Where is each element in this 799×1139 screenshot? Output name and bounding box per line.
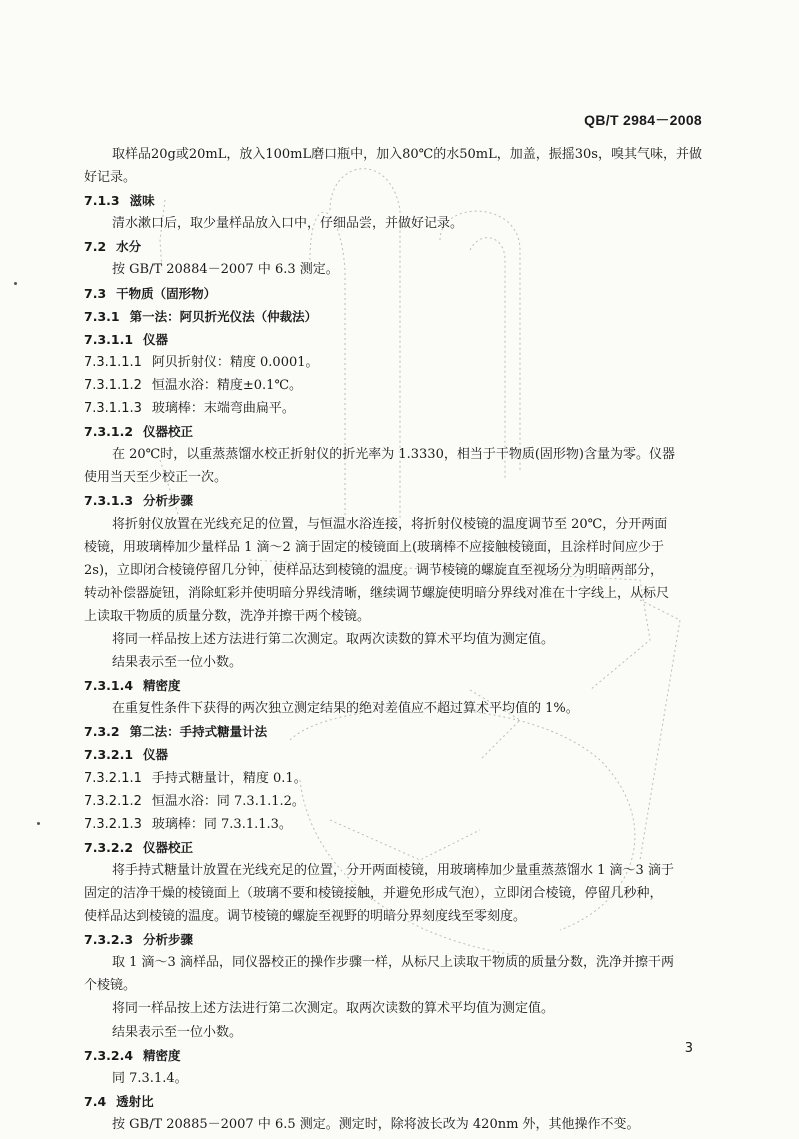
paragraph-line: 使样品达到棱镜的温度。调节棱镜的螺旋至视野的明暗分界刻度线至零刻度。	[84, 909, 527, 925]
section-number: 7.3.1.4	[84, 678, 134, 694]
section-heading	[84, 285, 714, 303]
section-text: 仪器校正	[143, 839, 194, 855]
section-number: 7.3.2.1.2	[84, 793, 142, 809]
section-text: 阿贝折射仪：精度 0.0001。	[151, 354, 319, 370]
paragraph-line: 结果表示至一位小数。	[112, 655, 243, 671]
paragraph-line: 结果表示至一位小数。	[112, 1024, 243, 1040]
spec-item	[84, 770, 714, 788]
scan-dot	[14, 282, 17, 285]
section-number: 7.3.1.1	[84, 331, 134, 347]
spec-item	[84, 400, 714, 418]
paragraph-line: 同 7.3.1.4。	[112, 1070, 188, 1086]
section-text: 分析步骤	[143, 932, 194, 948]
section-heading	[84, 238, 714, 256]
document-body	[84, 146, 714, 1139]
section-number: 7.3.2	[84, 724, 120, 740]
section-number: 7.3.2.2	[84, 839, 134, 855]
section-number: 7.3.2.1.1	[84, 770, 142, 786]
section-text: 仪器	[143, 747, 169, 763]
section-number: 7.3.1.1.3	[84, 401, 142, 417]
paragraph-line: 转动补偿器旋钮，消除虹彩并使明暗分界线清晰，继续调节螺旋使明暗分界线对准在十字线上，从标尺	[84, 585, 670, 601]
section-number: 7.1.3	[84, 193, 120, 209]
section-text: 干物质（固形物）	[116, 285, 217, 301]
paragraph-line: 2s)，立即闭合棱镜停留几分钟，使样品达到棱镜的温度。调节棱镜的螺旋直至视场分为明暗两部分，	[84, 562, 664, 578]
section-heading	[84, 192, 714, 210]
section-number: 7.3	[84, 285, 107, 301]
section-heading	[84, 723, 714, 741]
paragraph-line: 在重复性条件下获得的两次独立测定结果的绝对差值应不超过算术平均值的 1%。	[112, 701, 579, 717]
paragraph-line: 将折射仪放置在光线充足的位置，与恒温水浴连接，将折射仪棱镜的温度调节至 20℃，分开两面	[112, 516, 668, 532]
section-text: 手持式糖量计，精度 0.1。	[151, 770, 307, 786]
section-number: 7.3.1.1.1	[84, 354, 142, 370]
paragraph-line: 上读取干物质的质量分数，洗净并擦干两个棱镜。	[84, 608, 371, 624]
paragraph-line: 好记录。	[84, 170, 137, 186]
section-heading	[84, 839, 714, 857]
paragraph-line: 按 GB/T 20884－2007 中 6.3 测定。	[112, 262, 339, 278]
paragraph-line: 取 1 滴～3 滴样品，同仪器校正的操作步骤一样，从标尺上读取干物质的质量分数，洗净并擦干两	[112, 955, 674, 971]
paragraph-line: 将手持式糖量计放置在光线充足的位置，分开两面棱镜，用玻璃棒加少量重蒸蒸馏水 1 滴～3 滴于	[112, 862, 674, 878]
section-text: 滋味	[129, 193, 155, 209]
section-heading	[84, 308, 714, 326]
section-text: 精密度	[143, 678, 181, 694]
section-text: 仪器	[143, 331, 169, 347]
section-number: 7.3.2.1.3	[84, 816, 142, 832]
section-heading	[84, 746, 714, 764]
section-text: 玻璃棒：同 7.3.1.1.3。	[151, 816, 292, 832]
paragraph-line: 将同一样品按上述方法进行第二次测定。取两次读数的算术平均值为测定值。	[112, 631, 555, 647]
section-number: 7.3.2.4	[84, 1047, 134, 1063]
section-heading	[84, 331, 714, 349]
section-heading	[84, 931, 714, 949]
section-text: 玻璃棒：末端弯曲扁平。	[151, 401, 295, 417]
section-number: 7.4	[84, 1093, 107, 1109]
section-number: 7.3.1	[84, 308, 120, 324]
section-text: 仪器校正	[143, 424, 194, 440]
section-text: 第一法：阿贝折光仪法（仲裁法）	[129, 308, 318, 324]
page-number: 3	[684, 1041, 693, 1056]
paragraph-line: 在 20℃时，以重蒸蒸馏水校正折射仪的折光率为 1.3330，相当于干物质(固形物)含量为零。仪器	[112, 447, 675, 463]
spec-item	[84, 793, 714, 811]
section-text: 精密度	[143, 1047, 181, 1063]
doc-code-header: QB/T 2984－2008	[584, 112, 702, 128]
scan-dot	[37, 822, 40, 825]
paragraph-line: 固定的洁净干燥的棱镜面上（玻璃不要和棱镜接触，并避免形成气泡），立即闭合棱镜，停留几秒种，	[84, 886, 663, 901]
section-text: 透射比	[116, 1093, 154, 1109]
section-number: 7.3.1.3	[84, 493, 134, 509]
section-text: 第二法：手持式糖量计法	[129, 724, 268, 740]
section-number: 7.3.1.1.2	[84, 377, 142, 393]
paragraph-line: 将同一样品按上述方法进行第二次测定。取两次读数的算术平均值为测定值。	[112, 1001, 555, 1017]
section-heading	[84, 423, 714, 441]
section-heading	[84, 1093, 714, 1111]
section-text: 水分	[116, 239, 142, 255]
spec-item	[84, 377, 714, 395]
section-number: 7.3.2.3	[84, 932, 134, 948]
section-number: 7.2	[84, 239, 107, 255]
spec-item	[84, 354, 714, 372]
section-heading	[84, 1047, 714, 1065]
section-text: 恒温水浴：精度±0.1℃。	[151, 377, 303, 393]
paragraph-line: 按 GB/T 20885－2007 中 6.5 测定。测定时，除将波长改为 420nm 外，其他操作不变。	[112, 1116, 640, 1132]
section-text: 分析步骤	[143, 493, 194, 509]
spec-item	[84, 816, 714, 834]
paragraph-line: 取样品20g或20mL，放入100mL磨口瓶中，加入80℃的水50mL，加盖，振摇30s，嗅其气味，并做	[112, 147, 702, 162]
section-text: 恒温水浴：同 7.3.1.1.2。	[151, 793, 305, 809]
section-number: 7.3.1.2	[84, 424, 134, 440]
section-number: 7.3.2.1	[84, 747, 134, 763]
paragraph-line: 棱镜，用玻璃棒加少量样品 1 滴～2 滴于固定的棱镜面上(玻璃棒不应接触棱镜面，且涂样时间应少于	[84, 539, 665, 555]
section-heading	[84, 492, 714, 510]
paragraph-line: 使用当天至少校正一次。	[84, 470, 228, 486]
paragraph-line: 清水漱口后，取少量样品放入口中，仔细品尝，并做好记录。	[112, 216, 464, 232]
paragraph-line: 个棱镜。	[84, 978, 137, 994]
section-heading	[84, 677, 714, 695]
